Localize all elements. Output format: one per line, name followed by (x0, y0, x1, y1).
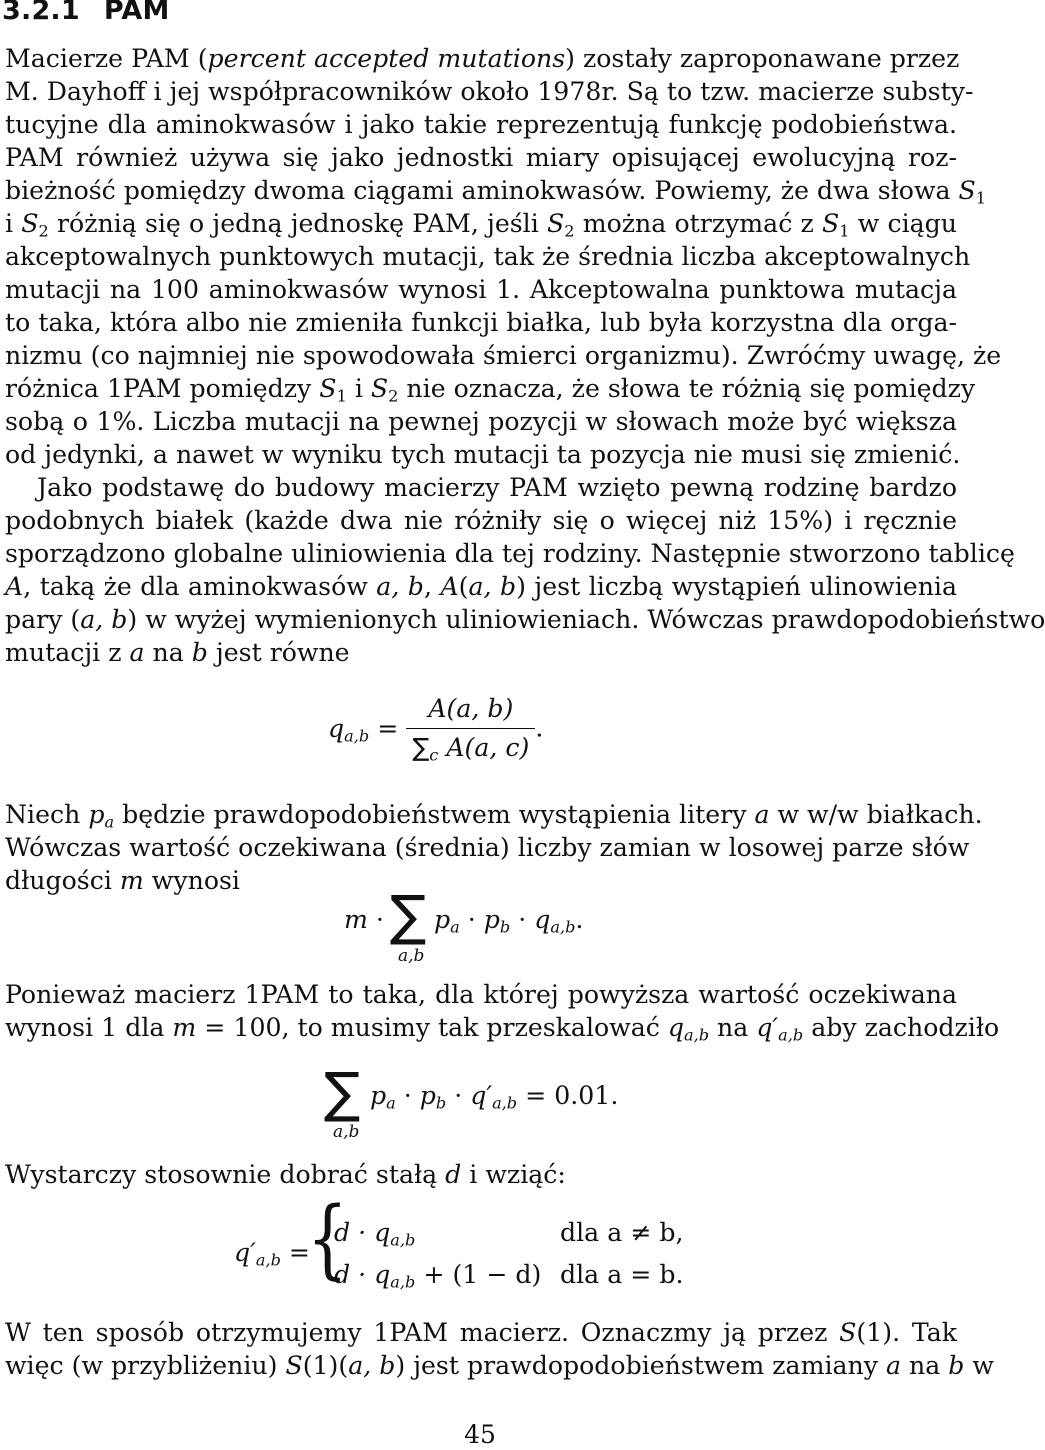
text-line: mutacji na 100 aminokwasów wynosi 1. Akceptowalna punktowa mutacja (5, 275, 957, 304)
text-line: wynosi 1 dla m = 100, to musimy tak przeskalować $q_{a,b}$ na $q'_{a,b}$ aby zachodziło (5, 1013, 1000, 1045)
text-line: bieżność pomiędzy dwoma ciągami aminokwasów. Powiemy, że dwa słowa $S_1$ (5, 176, 987, 208)
text-line: różnica 1PAM pomiędzy $S_1$ i $S_2$ nie oznacza, że słowa te różnią się pomiędzy (5, 374, 976, 406)
formula-case-1-condition: dla a ≠ b, (560, 1218, 684, 1247)
text-line: Wówczas wartość oczekiwana (średnia) liczby zamian w losowej parze słów (5, 833, 970, 862)
formula-case-lhs: $q'_{a,b}$ = (234, 1238, 311, 1270)
formula-case-2-condition: dla a = b. (560, 1260, 684, 1289)
formula-case-1: $d \cdot q_{a,b}$ (334, 1218, 416, 1250)
formula-q-ab: $q_{a,b}$ = $\frac{A(a, b)}{\sum_c A(a, c)}$ . (328, 694, 544, 765)
text-line: tucyjne dla aminokwasów i jako takie reprezentują funkcję podobieństwa. (5, 110, 957, 139)
formula-expected-terms: $p_a \cdot p_b \cdot q_{a,b}$. (434, 905, 584, 937)
left-brace: { (306, 1189, 348, 1289)
formula-case-2: $d \cdot q_{a,b} + (1 - d)$ (334, 1260, 542, 1292)
text-line: M. Dayhoff i jej współpracowników około 1978r. Są to tzw. macierze substy- (5, 77, 974, 106)
section-title: PAM (103, 0, 170, 26)
text-line: mutacji z a na b jest równe (5, 638, 350, 667)
text-line: Jako podstawę do budowy macierzy PAM wzięto pewną rodzinę bardzo (37, 473, 957, 502)
text-line: pary (a, b) w wyżej wymienionych uliniowieniach. Wówczas prawdopodobieństwo (5, 605, 1045, 634)
text-line: długości m wynosi (5, 866, 240, 895)
text-line: od jedynki, a nawet w wyniku tych mutacji ta pozycja nie musi się zmienić. (5, 440, 961, 469)
text-line: nizmu (co najmniej nie spowodowała śmierci organizmu). Zwróćmy uwagę, że (5, 341, 1002, 370)
formula-expected-value: m · (344, 905, 384, 934)
text-line: akceptowalnych punktowych mutacji, tak że średnia liczba akceptowalnych (5, 242, 971, 271)
text-line: PAM również używa się jako jednostki miary opisującej ewolucyjną roz- (5, 143, 957, 172)
text-line: A, taką że dla aminokwasów a, b, A(a, b) jest liczbą wystąpień ulinowienia (5, 572, 957, 601)
section-heading (2, 0, 170, 28)
text-line: Macierze PAM (percent accepted mutations) zostały zaproponawane przez (5, 44, 960, 73)
text-line: sporządzono globalne uliniowienia dla tej rodziny. Następnie stworzono tablicę (5, 539, 1015, 568)
text-line: i $S_2$ różnią się o jedną jednoskę PAM, jeśli $S_2$ można otrzymać z $S_1$ w ciągu (5, 209, 957, 241)
text-line: to taka, która albo nie zmieniła funkcji białka, lub była korzystna dla orga- (5, 308, 957, 337)
formula-normalization: $p_a \cdot p_b \cdot q'_{a,b} = 0.01$. (370, 1081, 619, 1113)
text-line: sobą o 1%. Liczba mutacji na pewnej pozycji w słowach może być większa (5, 407, 957, 436)
text-line: podobnych białek (każde dwa nie różniły się o więcej niż 15%) i ręcznie (5, 506, 957, 535)
sum-symbol: ∑ (324, 1061, 361, 1124)
text-line: więc (w przybliżeniu) S(1)(a, b) jest prawdopodobieństwem zamiany a na b w (5, 1351, 994, 1380)
sum-index: a,b (333, 1122, 360, 1142)
sum-symbol: ∑ (390, 884, 427, 947)
page-number: 45 (464, 1420, 496, 1449)
text-line: W ten sposób otrzymujemy 1PAM macierz. Oznaczmy ją przez S(1). Tak (5, 1318, 957, 1347)
text-line: Niech $p_a$ będzie prawdopodobieństwem wystąpienia litery a w w/w białkach. (5, 800, 983, 832)
sum-index: a,b (398, 946, 425, 966)
text-line: Ponieważ macierz 1PAM to taka, dla której powyższa wartość oczekiwana (5, 980, 957, 1009)
section-number: 3.2.1 (2, 0, 80, 26)
text-line: Wystarczy stosownie dobrać stałą d i wziąć: (5, 1160, 566, 1189)
